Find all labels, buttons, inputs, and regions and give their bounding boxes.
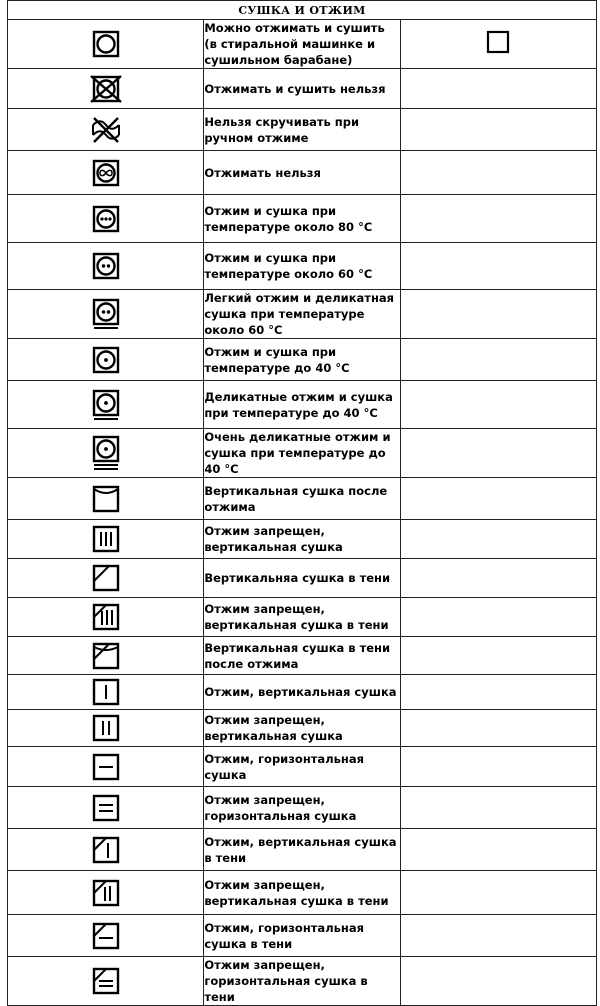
table-row — [8, 520, 597, 559]
table-row — [8, 195, 597, 243]
table-row — [8, 109, 597, 151]
row-description: Очень деликатные отжим и сушка при температуре до 40 °С — [204, 430, 391, 476]
checkbox-cell[interactable] — [400, 20, 596, 69]
table-row — [8, 957, 597, 1006]
table-row — [8, 478, 597, 520]
drip-hang-dry-icon — [91, 713, 121, 743]
row-description: Отжим, вертикальная сушка в тени — [204, 834, 397, 865]
row-description: Вертикальняа сушка в тени — [204, 571, 391, 585]
drip-dry-shade-icon — [91, 602, 121, 632]
row-description: Отжимать нельзя — [204, 165, 321, 180]
drip-hang-dry-shade-icon — [91, 878, 121, 908]
table-row — [8, 637, 597, 675]
table-row — [8, 559, 597, 598]
table-row — [8, 69, 597, 109]
table-row — [8, 339, 597, 381]
table-row — [8, 243, 597, 290]
table-row — [8, 915, 597, 957]
row-description: Отжим, вертикальная сушка — [204, 685, 397, 699]
row-description: Деликатные отжим и сушка при температуре до 40 °С — [204, 389, 393, 420]
drip-dry-flat-icon — [91, 793, 121, 823]
table-row — [8, 20, 597, 69]
row-description: Отжим, горизонтальная сушка в тени — [204, 920, 364, 951]
row-description: Отжим запрещен, горизонтальная сушка в тени — [204, 958, 368, 1004]
dry-flat-shade-icon — [91, 921, 121, 951]
row-description: Отжим запрещен, вертикальная сушка в тени — [204, 602, 389, 632]
row-description: Отжимать и сушить нельзя — [204, 81, 386, 96]
table-row — [8, 151, 597, 195]
tumble-dry-medium-heat-icon — [91, 251, 121, 281]
line-dry-icon — [91, 484, 121, 514]
line-dry-shade-after-spin-icon — [91, 641, 121, 671]
checkbox[interactable] — [486, 30, 510, 54]
row-description: Отжим и сушка при температуре около 80 °С — [204, 203, 373, 234]
table-row — [8, 381, 597, 429]
do-not-tumble-dry-icon — [89, 74, 123, 104]
tumble-dry-low-heat-icon — [91, 345, 121, 375]
row-description: Отжим запрещен, вертикальная сушка — [204, 524, 343, 554]
dry-flat-icon — [91, 752, 121, 782]
table-title: СУШКА И ОТЖИМ — [8, 1, 597, 20]
table-row — [8, 290, 597, 339]
row-description: Легкий отжим и деликатная сушка при температуре около 60 °С — [204, 291, 395, 337]
line-dry-shade-icon — [91, 563, 121, 593]
hang-dry-shade-icon — [91, 835, 121, 865]
row-description: Отжим, горизонтальная сушка — [204, 751, 364, 782]
row-description: Отжим запрещен, горизонтальная сушка — [204, 792, 357, 823]
care-symbols-sheet — [7, 0, 597, 1004]
tumble-dry-icon — [91, 29, 121, 59]
table-row — [8, 747, 597, 787]
table-header-row — [8, 1, 597, 20]
table-row — [8, 829, 597, 871]
tumble-dry-low-gentle-icon — [91, 388, 121, 422]
tumble-dry-high-heat-icon — [91, 204, 121, 234]
tumble-dry-low-very-gentle-icon — [91, 434, 121, 472]
no-spin-icon — [91, 158, 121, 188]
table-row — [8, 675, 597, 710]
table-row — [8, 871, 597, 915]
do-not-wring-icon — [89, 116, 123, 144]
row-description: Нельзя скручивать при ручном отжиме — [204, 114, 360, 145]
row-description: Отжим запрещен, вертикальная сушка в тени — [204, 877, 389, 908]
table-row — [8, 429, 597, 478]
table-row — [8, 710, 597, 747]
tumble-dry-medium-gentle-icon — [91, 297, 121, 331]
row-description: Отжим запрещен, вертикальная сушка — [204, 713, 343, 743]
drip-dry-flat-shade-icon — [91, 966, 121, 996]
table-row — [8, 787, 597, 829]
row-description: Можно отжимать и сушить (в стиральной машинке и сушильном барабане) — [204, 21, 385, 67]
care-table — [7, 0, 597, 1006]
drip-dry-icon — [91, 524, 121, 554]
row-description: Вертикальная сушка в тени после отжима — [204, 640, 391, 671]
hang-dry-icon — [91, 677, 121, 707]
row-description: Отжим и сушка при температуре около 60 °С — [204, 251, 373, 281]
row-description: Отжим и сушка при температуре до 40 °С — [204, 344, 350, 375]
row-description: Вертикальная сушка после отжима — [204, 483, 388, 514]
table-row — [8, 598, 597, 637]
